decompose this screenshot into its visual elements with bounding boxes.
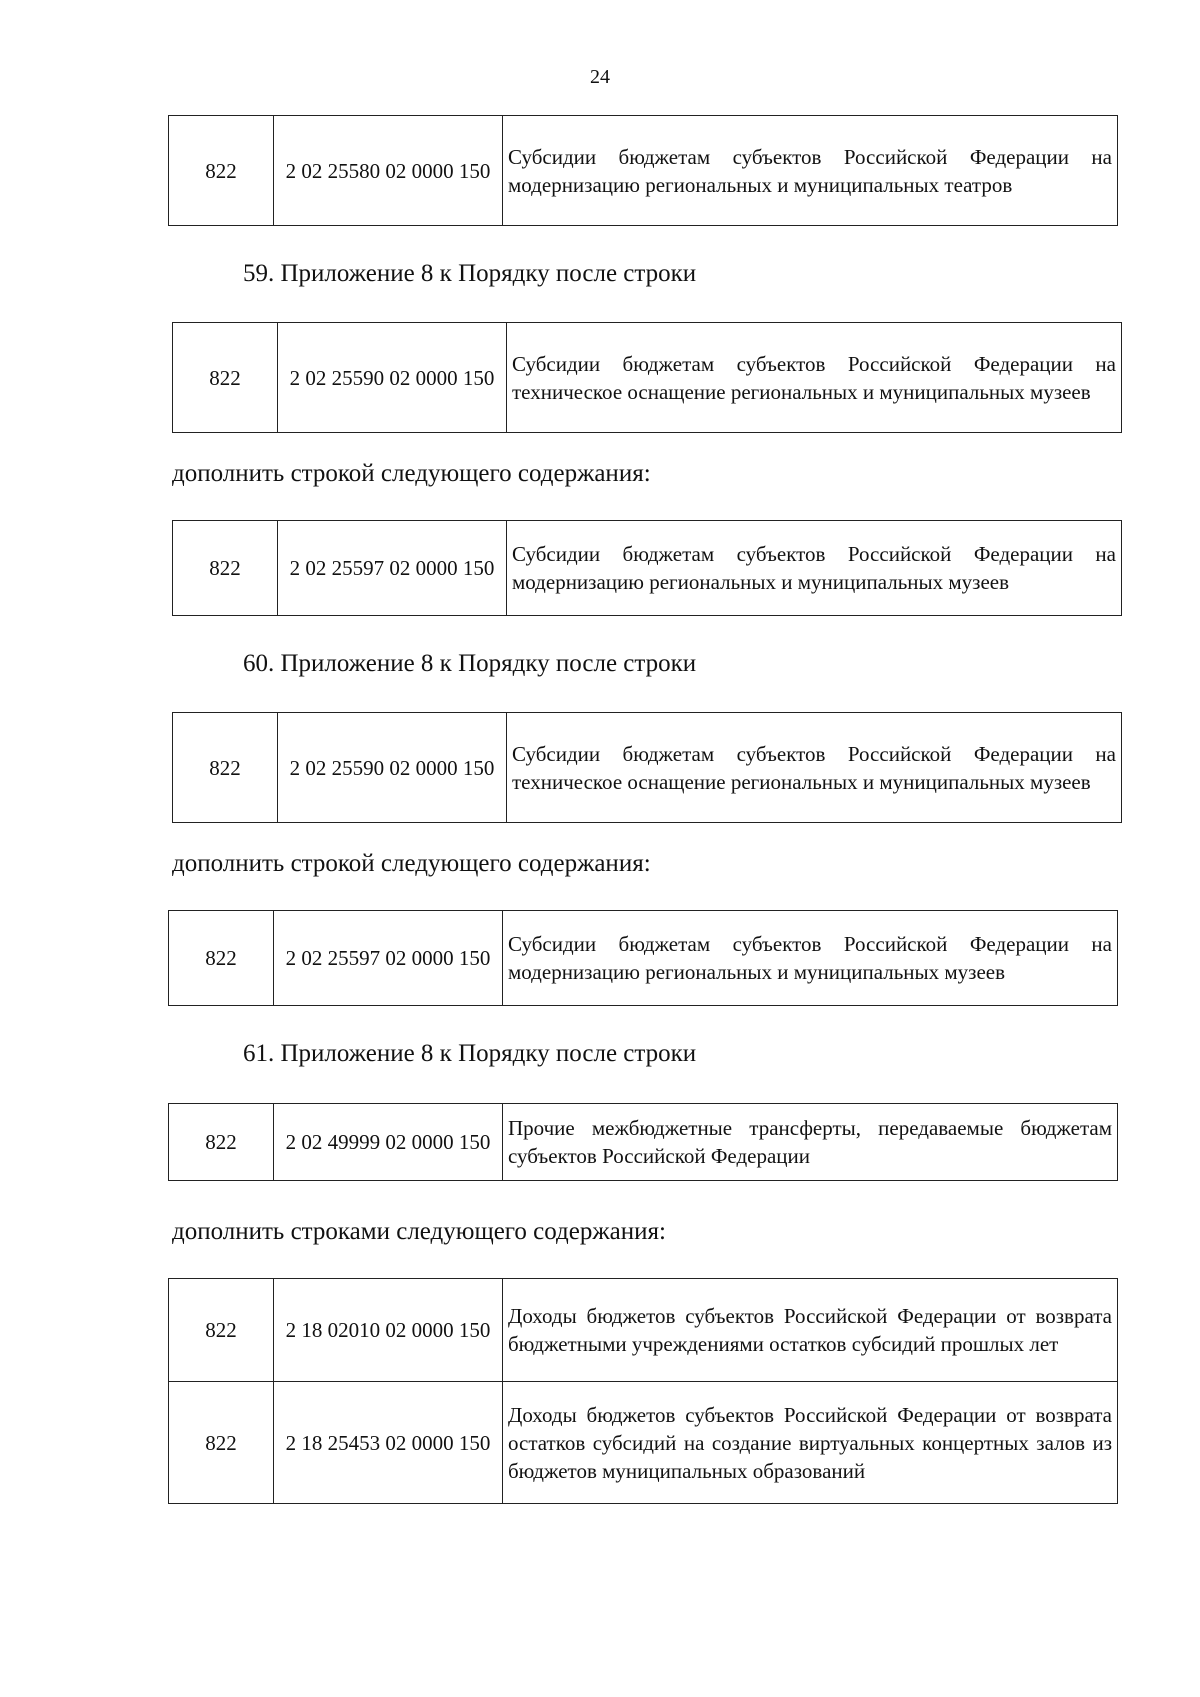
table-row (173, 713, 1122, 823)
table-other-transfers (168, 1103, 1118, 1181)
admin-code-cell: 822 (169, 911, 274, 1006)
description-cell: Субсидии бюджетам субъектов Российской Федерации на модернизацию региональных и муниципальных театров (503, 116, 1118, 226)
table-row (173, 521, 1122, 616)
item-60-heading: 60. Приложение 8 к Порядку после строки (243, 650, 697, 677)
table-row (173, 323, 1122, 433)
add-rows-instruction: дополнить строками следующего содержания: (172, 1218, 666, 1245)
table-row (169, 116, 1118, 226)
admin-code-cell: 822 (169, 1279, 274, 1382)
table-row (169, 1104, 1118, 1181)
add-row-instruction: дополнить строкой следующего содержания: (172, 850, 651, 877)
table-museums-modernization (168, 910, 1118, 1006)
budget-code-cell: 2 18 02010 02 0000 150 (274, 1279, 503, 1382)
table-museums-modernization (172, 520, 1122, 616)
budget-code-cell: 2 02 25580 02 0000 150 (274, 116, 503, 226)
description-cell: Субсидии бюджетам субъектов Российской Федерации на модернизацию региональных и муниципальных музеев (503, 911, 1118, 1006)
budget-code-cell: 2 02 49999 02 0000 150 (274, 1104, 503, 1181)
admin-code-cell: 822 (169, 116, 274, 226)
admin-code-cell: 822 (173, 521, 278, 616)
description-cell: Прочие межбюджетные трансферты, передаваемые бюджетам субъектов Российской Федерации (503, 1104, 1118, 1181)
budget-code-cell: 2 02 25597 02 0000 150 (274, 911, 503, 1006)
table-row (169, 1382, 1118, 1504)
description-cell: Доходы бюджетов субъектов Российской Федерации от возврата бюджетными учреждениями остатков субсидий прошлых лет (503, 1279, 1118, 1382)
table-subsidy-returns (168, 1278, 1118, 1504)
page-number: 24 (590, 66, 610, 88)
description-cell: Субсидии бюджетам субъектов Российской Федерации на техническое оснащение региональных и муниципальных музеев (507, 713, 1122, 823)
budget-code-cell: 2 02 25590 02 0000 150 (278, 713, 507, 823)
admin-code-cell: 822 (169, 1382, 274, 1504)
budget-code-cell: 2 02 25597 02 0000 150 (278, 521, 507, 616)
table-row (169, 911, 1118, 1006)
item-59-heading: 59. Приложение 8 к Порядку после строки (243, 260, 697, 287)
admin-code-cell: 822 (173, 323, 278, 433)
table-museums-equipment (172, 322, 1122, 433)
description-cell: Субсидии бюджетам субъектов Российской Федерации на модернизацию региональных и муниципальных музеев (507, 521, 1122, 616)
table-museums-equipment (172, 712, 1122, 823)
add-row-instruction: дополнить строкой следующего содержания: (172, 460, 651, 487)
item-61-heading: 61. Приложение 8 к Порядку после строки (243, 1040, 697, 1067)
description-cell: Субсидии бюджетам субъектов Российской Федерации на техническое оснащение региональных и муниципальных музеев (507, 323, 1122, 433)
table-theatres-modernization (168, 115, 1118, 226)
admin-code-cell: 822 (169, 1104, 274, 1181)
table-row (169, 1279, 1118, 1382)
admin-code-cell: 822 (173, 713, 278, 823)
budget-code-cell: 2 18 25453 02 0000 150 (274, 1382, 503, 1504)
description-cell: Доходы бюджетов субъектов Российской Федерации от возврата остатков субсидий на создание виртуальных концертных залов из бюджетов муниципальных образований (503, 1382, 1118, 1504)
budget-code-cell: 2 02 25590 02 0000 150 (278, 323, 507, 433)
